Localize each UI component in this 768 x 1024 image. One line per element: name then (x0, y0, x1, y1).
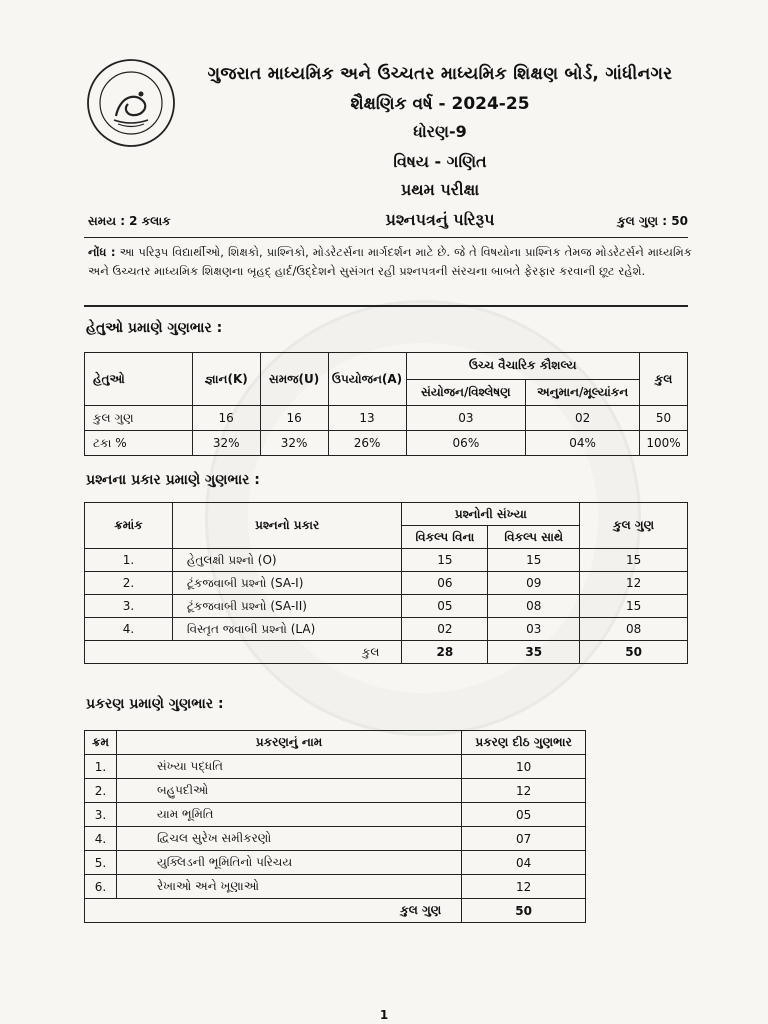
col-hots: ઉચ્ચ વૈચારિક કૌશલ્ય (406, 353, 639, 380)
academic-year: શૈક્ષણિક વર્ષ - 2024-25 (350, 94, 530, 114)
col-analysis: સંયોજન/વિશ્લેષણ (406, 379, 526, 406)
col-knowledge: જ્ઞાન(K) (192, 353, 260, 406)
exam-name: પ્રથમ પરીક્ષા (400, 180, 480, 199)
table-total-row: કુલ 28 35 50 (85, 641, 688, 664)
table-row: 4. દ્વિચલ સુરેખ સમીકરણો 07 (85, 827, 586, 851)
table-row: 2. બહુપદીઓ 12 (85, 779, 586, 803)
chapters-table (84, 730, 586, 923)
col-sr: ક્રમાંક (85, 503, 173, 549)
page-title: પ્રશ્નપત્રનું પરિરૂપ (385, 210, 495, 229)
board-name: ગુજરાત માધ્યમિક અને ઉચ્ચતર માધ્યમિક શિક્ષણ બોર્ડ, ગાંધીનગર (207, 64, 673, 84)
table-row: ટકા % 32% 32% 26% 06% 04% 100% (85, 431, 688, 456)
table-row: 1. હેતુલક્ષી પ્રશ્નો (O) 15 15 15 (85, 549, 688, 572)
board-logo (86, 58, 176, 148)
table-row: કુલ ગુણ 16 16 13 03 02 50 (85, 406, 688, 431)
col-marks: કુલ ગુણ (580, 503, 688, 549)
subject: વિષય - ગણિત (393, 152, 487, 171)
col-evaluation: અનુમાન/મૂલ્યાંકન (526, 379, 640, 406)
col-sr: ક્રમ (85, 731, 117, 755)
table-row: 2. ટૂંકજવાબી પ્રશ્નો (SA-I) 06 09 12 (85, 572, 688, 595)
note-text: આ પરિરૂપ વિદ્યાર્થીઓ, શિક્ષકો, પ્રાશ્નિકો, મોડરેટર્સના માર્ગદર્શન માટે છે. જે તે વિષયોના પ્રાશ્નિક તેમજ મોડરેટર્સને માધ્યમિક અને ઉચ્ચતર માધ્યમિક શિક્ષણના બૃહદ્ હાર્દ/ઉદ્દેશને સુસંગત રહી પ્રશ્નપત્રની સંરચના બાબતે ફેરફાર કરવાની છૂટ રહેશે. (88, 245, 692, 278)
col-chapter-marks: પ્રકરણ દીઠ ગુણભાર (462, 731, 586, 755)
objectives-heading: હેતુઓ પ્રમાણે ગુણભાર : (86, 320, 223, 336)
col-count: પ્રશ્નોની સંખ્યા (402, 503, 580, 526)
note-label: નોંધ : (88, 245, 116, 259)
divider (84, 305, 688, 307)
table-row: 4. વિસ્તૃત જવાબી પ્રશ્નો (LA) 02 03 08 (85, 618, 688, 641)
col-understanding: સમજ(U) (260, 353, 328, 406)
standard: ધોરણ-9 (413, 122, 467, 141)
table-row: 1. સંખ્યા પદ્ધતિ 10 (85, 755, 586, 779)
table-row: 3. યામ ભૂમિતિ 05 (85, 803, 586, 827)
table-total-row: કુલ ગુણ 50 (85, 899, 586, 923)
table-row: 5. યુક્લિડની ભૂમિતિનો પરિચય 04 (85, 851, 586, 875)
divider (84, 237, 688, 238)
col-with-option: વિકલ્પ સાથે (488, 526, 580, 549)
question-types-table (84, 502, 688, 664)
objectives-table (84, 352, 688, 456)
exam-duration: સમય : 2 કલાક (88, 214, 171, 228)
col-without-option: વિકલ્પ વિના (402, 526, 488, 549)
table-row: 3. ટૂંકજવાબી પ્રશ્નો (SA-II) 05 08 15 (85, 595, 688, 618)
col-application: ઉપયોજન(A) (328, 353, 406, 406)
page-number: 1 (379, 1008, 389, 1022)
col-total: કુલ (639, 353, 687, 406)
note-block (88, 243, 692, 281)
col-objective: હેતુઓ (85, 353, 193, 406)
col-chapter-name: પ્રકરણનું નામ (116, 731, 461, 755)
exam-total-marks: કુલ ગુણ : 50 (617, 214, 688, 228)
chapters-heading: પ્રકરણ પ્રમાણે ગુણભાર : (86, 696, 224, 712)
question-types-heading: પ્રશ્નના પ્રકાર પ્રમાણે ગુણભાર : (86, 472, 260, 488)
table-row: 6. રેખાઓ અને ખૂણાઓ 12 (85, 875, 586, 899)
col-type: પ્રશ્નનો પ્રકાર (172, 503, 402, 549)
